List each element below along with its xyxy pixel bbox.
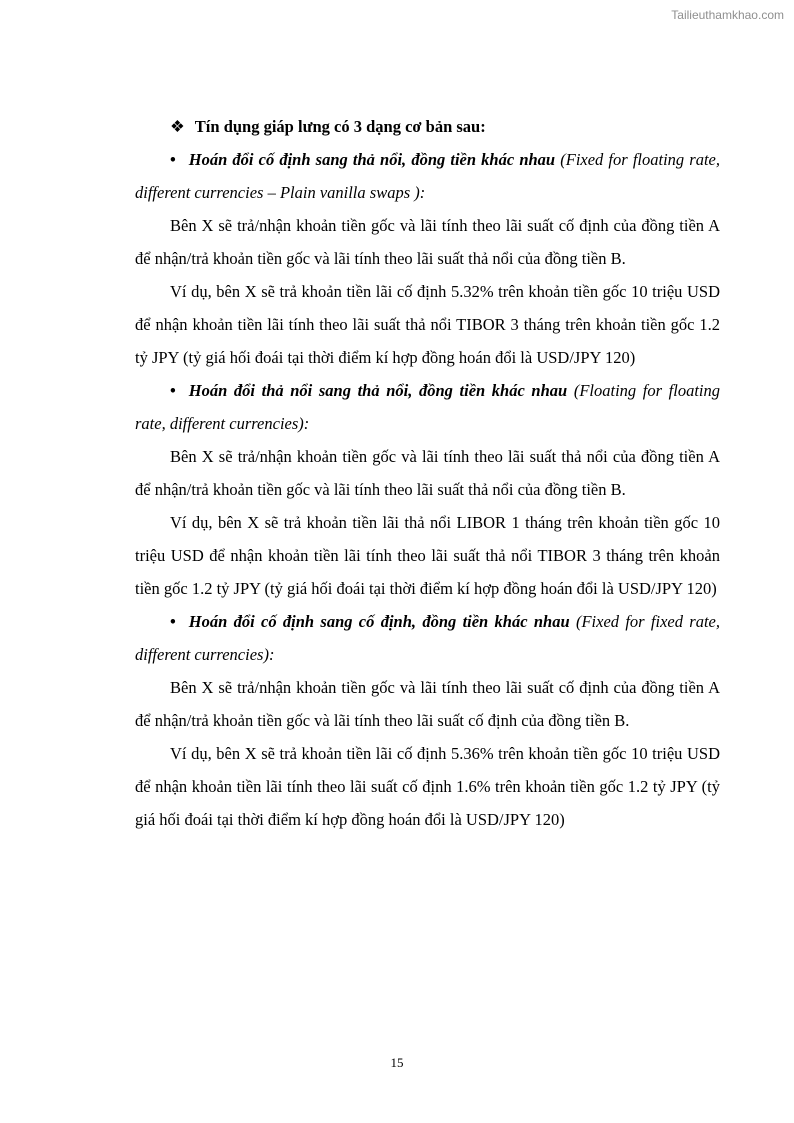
page-content xyxy=(135,110,720,836)
page-number: 15 xyxy=(390,1055,404,1070)
paragraph-example-2: Ví dụ, bên X sẽ trả khoản tiền lãi thả nổi LIBOR 1 tháng trên khoản tiền gốc 10 triệu USD để nhận khoản tiền lãi tính theo lãi suất thả nổi TIBOR 3 tháng trên khoản tiền gốc 1.2 tỷ JPY (tỷ giá hối đoái tại thời điểm kí hợp đồng hoán đổi là USD/JPY 120) xyxy=(135,513,720,598)
paragraph-example-1: Ví dụ, bên X sẽ trả khoản tiền lãi cố định 5.32% trên khoản tiền gốc 10 triệu USD để nhận khoản tiền lãi tính theo lãi suất thả nổi TIBOR 3 tháng trên khoản tiền gốc 1.2 tỷ JPY (tỷ giá hối đoái tại thời điểm kí hợp đồng hoán đổi là USD/JPY 120) xyxy=(135,282,720,367)
swap-type-title-vi: Hoán đổi cố định sang thả nổi, đồng tiền khác nhau xyxy=(188,150,556,169)
section-heading xyxy=(135,110,720,143)
paragraph-definition-2: Bên X sẽ trả/nhận khoản tiền gốc và lãi tính theo lãi suất thả nổi của đồng tiền A để nhận/trả khoản tiền gốc và lãi tính theo lãi suất thả nổi của đồng tiền B. xyxy=(135,447,720,499)
swap-type-title-en: (Fixed for fixed rate, different currencies): xyxy=(135,612,720,664)
swap-type-title-2 xyxy=(135,374,720,440)
bullet-icon: • xyxy=(170,612,176,631)
section-heading-text: Tín dụng giáp lưng có 3 dạng cơ bản sau: xyxy=(194,117,486,136)
paragraph-definition-1: Bên X sẽ trả/nhận khoản tiền gốc và lãi tính theo lãi suất cố định của đồng tiền A để nhận/trả khoản tiền gốc và lãi tính theo lãi suất thả nổi của đồng tiền B. xyxy=(135,216,720,268)
bullet-icon: • xyxy=(170,381,176,400)
swap-type-title-en: (Floating for floating rate, different currencies): xyxy=(135,381,720,433)
swap-type-title-3 xyxy=(135,605,720,671)
swap-type-title-vi: Hoán đổi cố định sang cố định, đồng tiền khác nhau xyxy=(188,612,570,631)
swap-type-title-en: (Fixed for floating rate, different currencies – Plain vanilla swaps ): xyxy=(135,150,720,202)
swap-type-title-vi: Hoán đổi thả nổi sang thả nổi, đồng tiền khác nhau xyxy=(188,381,568,400)
bullet-icon: • xyxy=(170,150,176,169)
diamond-bullet-icon: ❖ xyxy=(170,117,185,136)
swap-type-title-1 xyxy=(135,143,720,209)
paragraph-example-3: Ví dụ, bên X sẽ trả khoản tiền lãi cố định 5.36% trên khoản tiền gốc 10 triệu USD để nhận khoản tiền lãi tính theo lãi suất cố định 1.6% trên khoản tiền gốc 1.2 tỷ JPY (tỷ giá hối đoái tại thời điểm kí hợp đồng hoán đổi là USD/JPY 120) xyxy=(135,744,720,829)
paragraph-definition-3: Bên X sẽ trả/nhận khoản tiền gốc và lãi tính theo lãi suất cố định của đồng tiền A để nhận/trả khoản tiền gốc và lãi tính theo lãi suất cố định của đồng tiền B. xyxy=(135,678,720,730)
watermark: Tailieuthamkhao.com xyxy=(671,8,784,22)
